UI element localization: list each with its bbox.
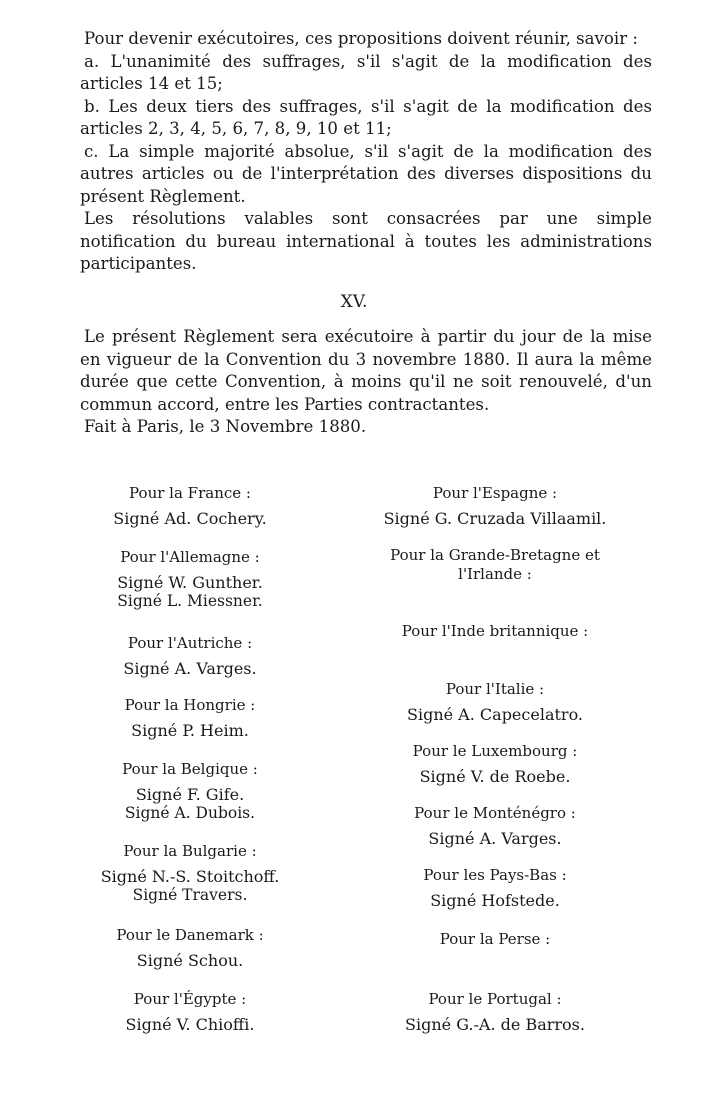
paragraph-intro: Pour devenir exécutoires, ces propositions doivent réunir, savoir : (84, 29, 639, 48)
signature-entry (345, 930, 645, 949)
signer-name: Signé N.-S. Stoitchoff. (100, 867, 280, 886)
country-heading: Pour le Danemark : (116, 926, 264, 944)
country-heading: Pour la Bulgarie : (123, 842, 257, 860)
signature-entry (345, 622, 645, 641)
country-heading: Pour la Hongrie : (124, 696, 256, 714)
signature-entry (40, 760, 340, 823)
signature-entry (40, 634, 340, 678)
signer-name: Signé Travers. (132, 886, 248, 904)
country-heading: Pour la France : (129, 484, 251, 502)
article-xv (80, 326, 652, 439)
country-heading: Pour les Pays-Bas : (423, 866, 567, 884)
country-heading: Pour l'Inde britannique : (401, 622, 589, 640)
signer-name: Signé A. Varges. (428, 829, 562, 848)
country-heading: Pour l'Espagne : (432, 484, 558, 502)
signature-entry (40, 696, 340, 740)
country-heading: Pour le Luxembourg : (412, 742, 578, 760)
country-heading: Pour le Monténégro : (414, 804, 576, 822)
signer-name: Signé G.-A. de Barros. (405, 1015, 585, 1034)
signer-name: Signé Ad. Cochery. (113, 509, 267, 528)
signature-entry (365, 546, 625, 584)
signer-name: Signé Schou. (136, 951, 244, 970)
signature-entry (345, 742, 645, 786)
signature-entry (345, 804, 645, 848)
paragraph-a: a. L'unanimité des suffrages, s'il s'agit de la modification des articles 14 et 15; (80, 51, 652, 93)
country-heading: Pour la Belgique : (122, 760, 258, 778)
signature-entry (40, 926, 340, 970)
signer-name: Signé P. Heim. (131, 721, 249, 740)
paragraph-execution: Le présent Règlement sera exécutoire à partir du jour de la mise en vigueur de la Convention du 3 novembre 1880. Il aura la même durée que cette Convention, à moins qu'il ne soit renouvelé, d'un commun accord, entre les Parties contractantes. (80, 327, 652, 414)
country-heading: Pour la Perse : (439, 930, 551, 948)
signature-entry (345, 680, 645, 724)
country-heading: Pour l'Italie : (445, 680, 545, 698)
signer-name: Signé A. Dubois. (124, 804, 256, 822)
signer-name: Signé G. Cruzada Villaamil. (383, 509, 607, 528)
signer-name: Signé V. Chioffi. (125, 1015, 255, 1034)
signer-name: Signé L. Miessner. (117, 592, 263, 610)
country-heading: Pour l'Égypte : (133, 990, 247, 1008)
country-heading: Pour l'Autriche : (127, 634, 253, 652)
paragraph-b: b. Les deux tiers des suffrages, s'il s'agit de la modification des articles 2, 3, 4, 5, 6, 7, 8, 9, 10 et 11; (80, 96, 652, 138)
signature-entry (345, 866, 645, 910)
signer-name: Signé A. Capecelatro. (407, 705, 583, 724)
signature-entry (345, 484, 645, 528)
signer-name: Signé F. Gife. (135, 785, 245, 804)
signer-name: Signé Hofstede. (430, 891, 560, 910)
paragraph-date: Fait à Paris, le 3 Novembre 1880. (84, 417, 367, 436)
signer-name: Signé W. Gunther. (117, 573, 263, 592)
country-heading: Pour le Portugal : (428, 990, 562, 1008)
signature-entry (40, 990, 340, 1034)
signature-entry (345, 990, 645, 1034)
signature-entry (40, 548, 340, 611)
country-heading: Pour l'Allemagne : (120, 548, 260, 566)
signer-name: Signé A. Varges. (123, 659, 257, 678)
paragraph-resolutions: Les résolutions valables sont consacrées par une simple notification du bureau international à toutes les administrations participantes. (80, 209, 652, 273)
amendment-rules (80, 28, 652, 276)
paragraph-c: c. La simple majorité absolue, s'il s'agit de la modification des autres articles ou de l'interprétation des diverses dispositions du présent Règlement. (80, 141, 652, 206)
signer-name: Signé V. de Roebe. (419, 767, 571, 786)
signature-entry (40, 842, 340, 905)
signature-entry (40, 484, 340, 528)
country-heading: Pour la Grande-Bretagne et l'Irlande : (390, 546, 600, 583)
section-number: XV. (340, 292, 368, 312)
